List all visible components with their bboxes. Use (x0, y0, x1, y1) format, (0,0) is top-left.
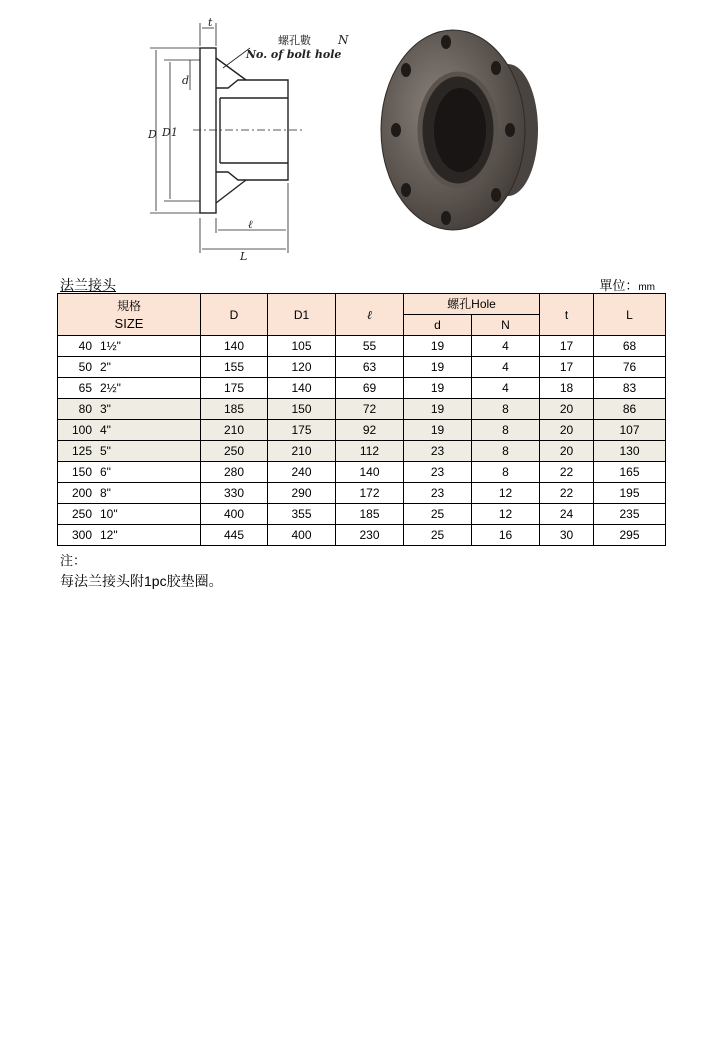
header-L: L (594, 294, 666, 336)
cell-L: 235 (594, 504, 666, 525)
cell-D1: 290 (268, 483, 336, 504)
cell-d: 25 (404, 504, 472, 525)
size-cell (58, 399, 201, 420)
size-cell (58, 420, 201, 441)
cell-D1: 355 (268, 504, 336, 525)
header-l: ℓ (336, 294, 404, 336)
cell-L: 76 (594, 357, 666, 378)
dim-t-top-label: t (208, 18, 213, 29)
table-row (58, 378, 666, 399)
table-row (58, 483, 666, 504)
size-cell (58, 378, 201, 399)
cell-D1: 175 (268, 420, 336, 441)
cell-d: 23 (404, 441, 472, 462)
cell-d: 19 (404, 378, 472, 399)
cell-l: 72 (336, 399, 404, 420)
header-size (58, 294, 201, 336)
dim-l-label: ℓ (248, 218, 253, 231)
size-inch: 2½" (100, 381, 121, 395)
cell-N: 8 (472, 441, 540, 462)
cell-N: 8 (472, 420, 540, 441)
size-inch: 2" (100, 360, 111, 374)
table-row (58, 462, 666, 483)
size-inch: 1½" (100, 339, 121, 353)
cell-t: 24 (540, 504, 594, 525)
cell-t: 22 (540, 483, 594, 504)
cell-D: 155 (201, 357, 268, 378)
cell-D1: 240 (268, 462, 336, 483)
cell-N: 8 (472, 462, 540, 483)
cell-D: 400 (201, 504, 268, 525)
cell-t: 17 (540, 357, 594, 378)
cell-d: 23 (404, 483, 472, 504)
unit-prefix: 單位： (599, 278, 639, 293)
cell-D1: 150 (268, 399, 336, 420)
cell-l: 92 (336, 420, 404, 441)
cell-L: 107 (594, 420, 666, 441)
cell-N: 16 (472, 525, 540, 546)
cell-d: 19 (404, 420, 472, 441)
header-N: N (472, 315, 540, 336)
note-label: 注： (60, 553, 87, 568)
cell-d: 25 (404, 525, 472, 546)
table-row (58, 441, 666, 462)
size-cell (58, 441, 201, 462)
cell-d: 19 (404, 336, 472, 357)
table-body (58, 336, 666, 546)
dim-D-label: D (148, 128, 157, 141)
header-t: t (540, 294, 594, 336)
flange-technical-drawing (128, 18, 378, 263)
table-row (58, 399, 666, 420)
size-mm: 200 (71, 486, 92, 500)
size-inch: 10" (100, 507, 118, 521)
size-inch: 5" (100, 444, 111, 458)
dim-L-label: L (240, 250, 248, 263)
flange-photo (378, 20, 548, 245)
cell-l: 172 (336, 483, 404, 504)
table-row (58, 336, 666, 357)
cell-l: 140 (336, 462, 404, 483)
cell-D1: 140 (268, 378, 336, 399)
size-mm: 80 (78, 402, 92, 416)
cell-L: 165 (594, 462, 666, 483)
size-mm: 300 (71, 528, 92, 542)
size-inch: 6" (100, 465, 111, 479)
size-inch: 12" (100, 528, 118, 542)
cell-N: 4 (472, 336, 540, 357)
cell-N: 8 (472, 399, 540, 420)
table-row (58, 504, 666, 525)
cell-D1: 105 (268, 336, 336, 357)
size-mm: 150 (71, 465, 92, 479)
cell-N: 4 (472, 378, 540, 399)
cell-D: 445 (201, 525, 268, 546)
bolt-cn-label: 螺孔數 (278, 34, 311, 47)
cell-l: 55 (336, 336, 404, 357)
spec-table (57, 293, 666, 546)
table-row (58, 420, 666, 441)
cell-d: 23 (404, 462, 472, 483)
dim-d-label: d (182, 74, 190, 87)
size-inch: 3" (100, 402, 111, 416)
header-d: d (404, 315, 472, 336)
cell-l: 185 (336, 504, 404, 525)
table-row (58, 525, 666, 546)
size-cell (58, 525, 201, 546)
header-D: D (201, 294, 268, 336)
cell-D1: 400 (268, 525, 336, 546)
cell-t: 30 (540, 525, 594, 546)
cell-L: 295 (594, 525, 666, 546)
cell-D: 210 (201, 420, 268, 441)
size-cell (58, 483, 201, 504)
header-size-cn: 規格 (116, 298, 141, 313)
cell-L: 130 (594, 441, 666, 462)
size-mm: 50 (78, 360, 92, 374)
size-cell (58, 504, 201, 525)
page-title: 法兰接头 (60, 277, 116, 293)
cell-t: 17 (540, 336, 594, 357)
cell-D: 175 (201, 378, 268, 399)
size-mm: 250 (71, 507, 92, 521)
size-cell (58, 336, 201, 357)
unit-value: mm (638, 282, 655, 293)
cell-L: 83 (594, 378, 666, 399)
size-inch: 8" (100, 486, 111, 500)
cell-L: 86 (594, 399, 666, 420)
cell-l: 112 (336, 441, 404, 462)
cell-t: 18 (540, 378, 594, 399)
cell-d: 19 (404, 399, 472, 420)
unit-label (599, 275, 655, 294)
cell-D: 140 (201, 336, 268, 357)
size-cell (58, 357, 201, 378)
size-mm: 100 (71, 423, 92, 437)
size-inch: 4" (100, 423, 111, 437)
bolt-en-label: No. of bolt hole (246, 48, 342, 61)
cell-D: 250 (201, 441, 268, 462)
size-cell (58, 462, 201, 483)
cell-l: 230 (336, 525, 404, 546)
table-row (58, 357, 666, 378)
cell-N: 4 (472, 357, 540, 378)
cell-t: 20 (540, 399, 594, 420)
cell-N: 12 (472, 483, 540, 504)
size-mm: 40 (78, 339, 92, 353)
cell-N: 12 (472, 504, 540, 525)
cell-t: 20 (540, 441, 594, 462)
note-text: 每法兰接头附1pc胶垫圈。 (60, 573, 223, 589)
cell-d: 19 (404, 357, 472, 378)
header-size-en: SIZE (114, 315, 144, 331)
size-mm: 65 (78, 381, 92, 395)
header-D1: D1 (268, 294, 336, 336)
cell-D1: 120 (268, 357, 336, 378)
cell-D: 185 (201, 399, 268, 420)
cell-L: 195 (594, 483, 666, 504)
cell-D: 280 (201, 462, 268, 483)
cell-t: 20 (540, 420, 594, 441)
size-mm: 125 (71, 444, 92, 458)
cell-t: 22 (540, 462, 594, 483)
cell-l: 69 (336, 378, 404, 399)
cell-L: 68 (594, 336, 666, 357)
dim-D1-label: D1 (162, 126, 178, 139)
cell-D: 330 (201, 483, 268, 504)
cell-D1: 210 (268, 441, 336, 462)
bolt-var-label: N (338, 33, 349, 47)
cell-l: 63 (336, 357, 404, 378)
title-row (60, 275, 665, 293)
header-hole: 螺孔Hole (404, 294, 540, 315)
